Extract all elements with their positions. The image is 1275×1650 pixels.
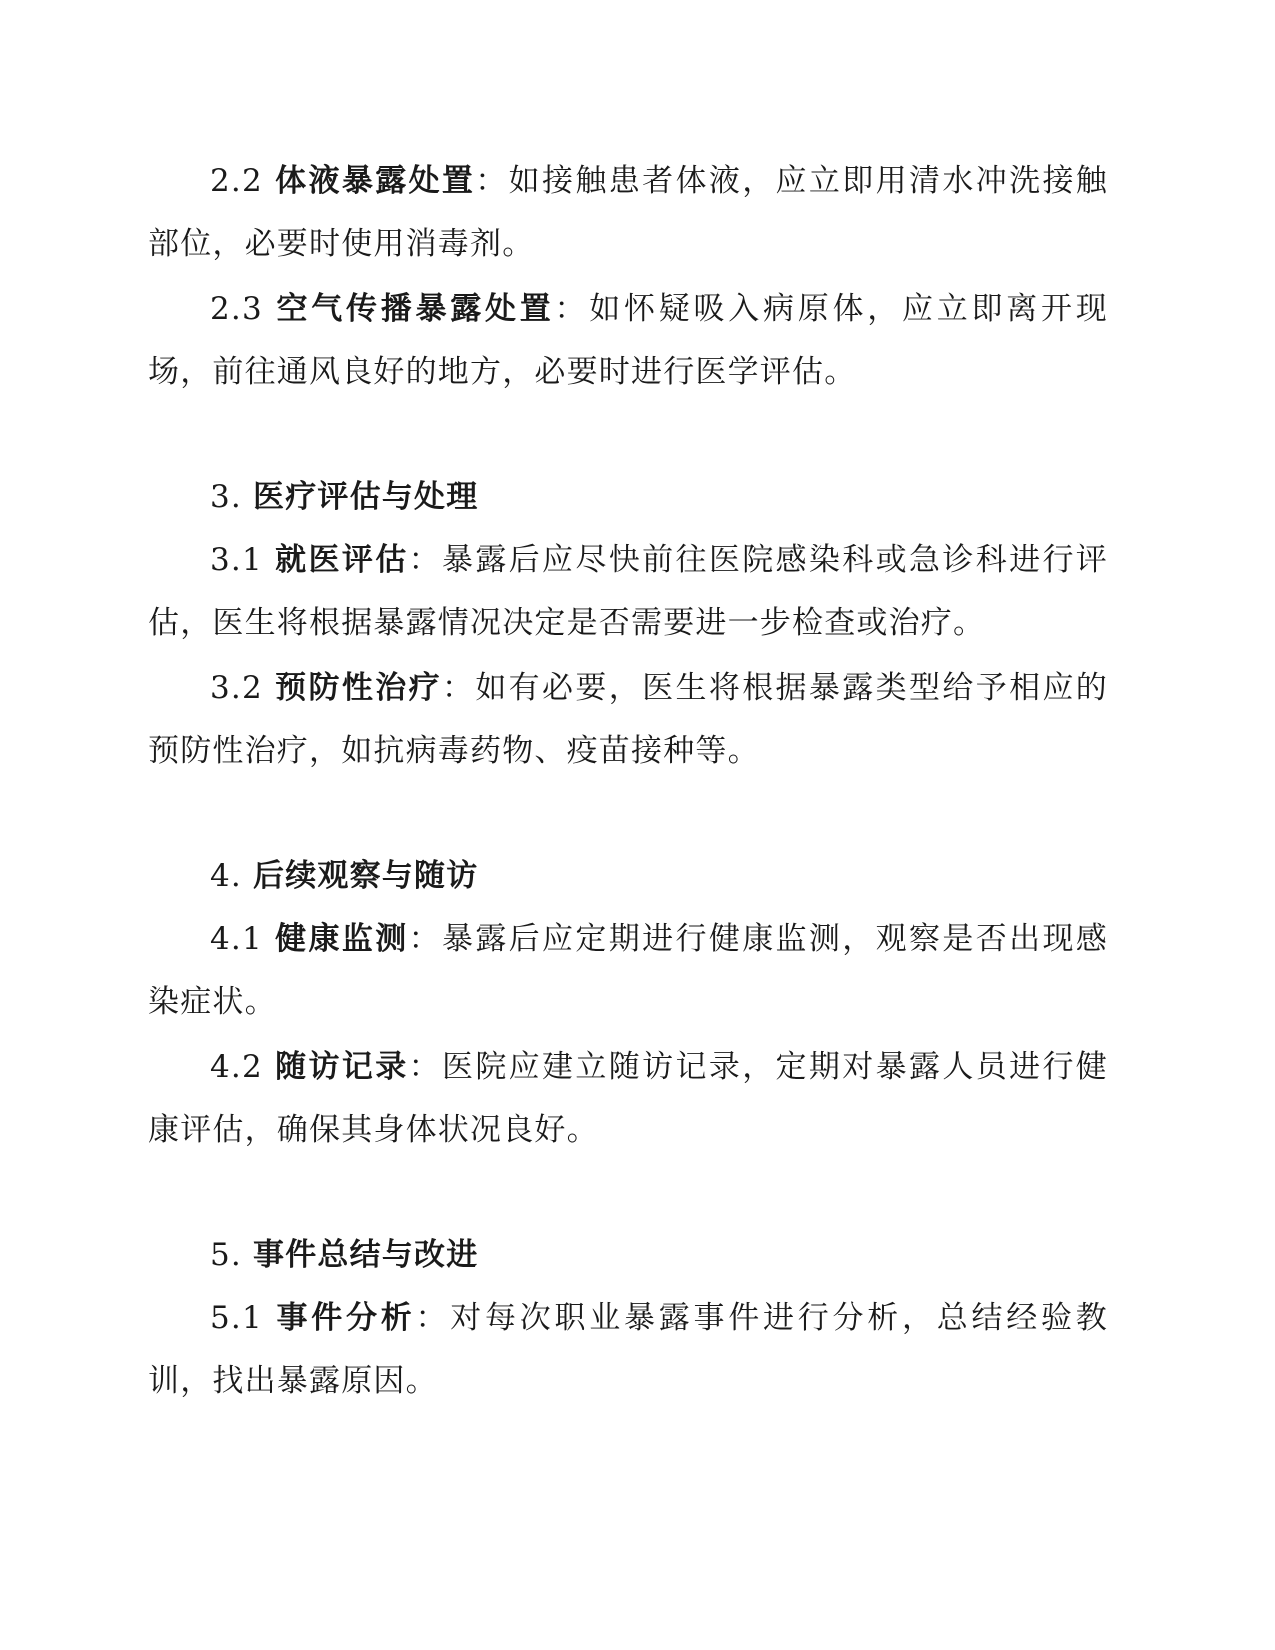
paragraph-2-3: 2.3 空气传播暴露处置：如怀疑吸入病原体，应立即离开现场，前往通风良好的地方，必要时进行医学评估。 bbox=[148, 291, 1109, 390]
section-heading-3: 3. 医疗评估与处理 bbox=[210, 479, 479, 515]
item-body: 对每次职业暴露事件进行分析，总结经验教训，找出暴露原因。 bbox=[148, 1300, 1108, 1399]
paragraph-3-1: 3.1 就医评估：暴露后应尽快前往医院感染科或急诊科进行评估，医生将根据暴露情况决定是否需要进一步检查或治疗。 bbox=[148, 542, 1109, 641]
item-body: 如接触患者体液，应立即用清水冲洗接触部位，必要时使用消毒剂。 bbox=[148, 163, 1109, 262]
item-body: 如有必要，医生将根据暴露类型给予相应的预防性治疗，如抗病毒药物、疫苗接种等。 bbox=[148, 670, 1109, 769]
paragraph-4-1: 4.1 健康监测：暴露后应定期进行健康监测，观察是否出现感染症状。 bbox=[148, 921, 1109, 1020]
paragraph-2-2: 2.2 体液暴露处置：如接触患者体液，应立即用清水冲洗接触部位，必要时使用消毒剂。 bbox=[148, 163, 1109, 262]
item-title: 事件分析 bbox=[276, 1300, 416, 1336]
item-body: 暴露后应尽快前往医院感染科或急诊科进行评估，医生将根据暴露情况决定是否需要进一步检查或治疗。 bbox=[148, 542, 1109, 641]
document-page bbox=[148, 150, 1108, 1413]
section-heading-5: 5. 事件总结与改进 bbox=[210, 1237, 479, 1273]
item-title: 随访记录 bbox=[275, 1049, 409, 1085]
paragraph-4-2: 4.2 随访记录：医院应建立随访记录，定期对暴露人员进行健康评估，确保其身体状况良好。 bbox=[148, 1049, 1109, 1148]
section-heading-4: 4. 后续观察与随访 bbox=[210, 858, 479, 894]
item-title: 就医评估 bbox=[275, 542, 409, 578]
item-title: 体液暴露处置 bbox=[275, 163, 476, 199]
item-title: 预防性治疗 bbox=[275, 670, 442, 706]
item-body: 医院应建立随访记录，定期对暴露人员进行健康评估，确保其身体状况良好。 bbox=[148, 1049, 1109, 1148]
paragraph-5-1: 5.1 事件分析：对每次职业暴露事件进行分析，总结经验教训，找出暴露原因。 bbox=[148, 1300, 1108, 1399]
paragraph-3-2: 3.2 预防性治疗：如有必要，医生将根据暴露类型给予相应的预防性治疗，如抗病毒药物、疫苗接种等。 bbox=[148, 670, 1109, 769]
item-body: 如怀疑吸入病原体，应立即离开现场，前往通风良好的地方，必要时进行医学评估。 bbox=[148, 291, 1109, 390]
item-title: 空气传播暴露处置 bbox=[276, 291, 555, 327]
item-title: 健康监测 bbox=[275, 921, 409, 957]
item-body: 暴露后应定期进行健康监测，观察是否出现感染症状。 bbox=[148, 921, 1109, 1020]
